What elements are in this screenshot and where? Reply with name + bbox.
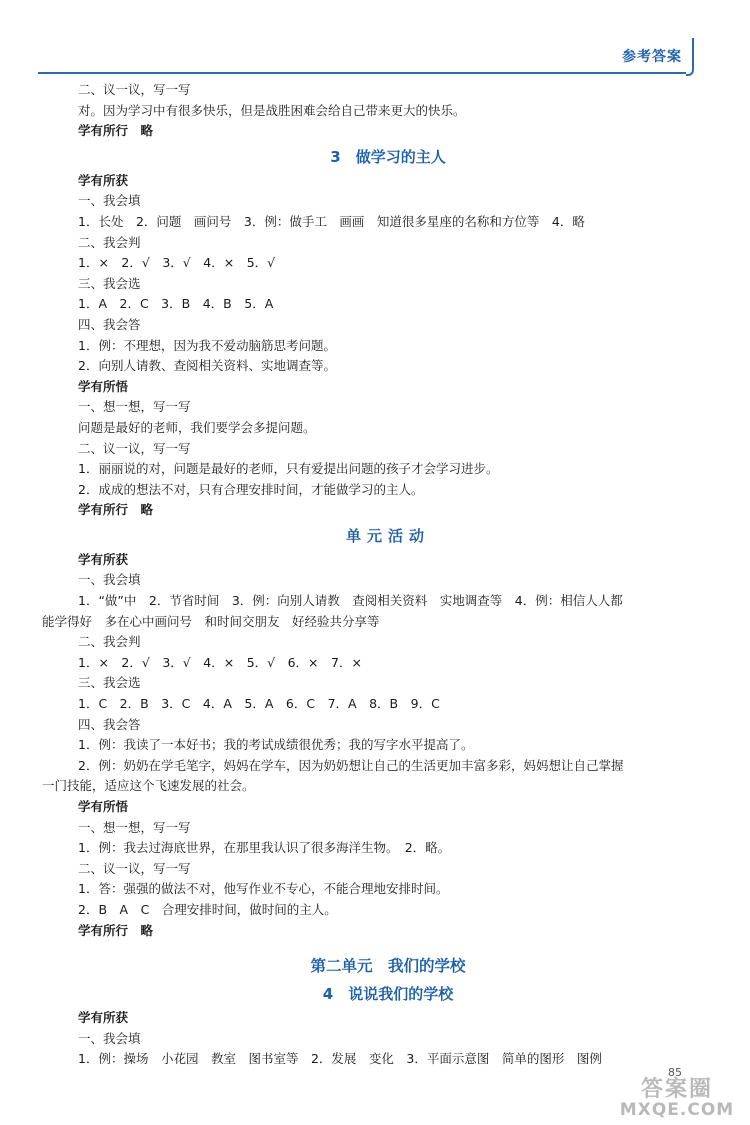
answer-line: 2．B A C 合理安排时间，做时间的主人。	[78, 901, 337, 917]
answer-line: 一、想一想，写一写	[78, 399, 191, 415]
answer-content	[42, 80, 698, 1070]
answer-line: 1．× 2．√ 3．√ 4．× 5．√ 6．× 7．×	[78, 654, 362, 670]
answer-line: 一、想一想，写一写	[78, 819, 191, 835]
answer-line: 1．“做”中 2．节省时间 3．例：向别人请教 查阅相关资料 实地调查等 4．例：相信人人都	[78, 593, 623, 609]
subsection-heading: 学有所行 略	[78, 502, 154, 518]
answer-line: 三、我会选	[78, 275, 141, 291]
subsection-heading: 学有所悟	[78, 799, 129, 814]
answer-line: 一、我会填	[78, 193, 141, 209]
answer-line: 1．例：不理想，因为我不爱动脑筋思考问题。	[78, 337, 336, 353]
answer-line: 二、议一议，写一写	[78, 82, 191, 97]
page-number: 85	[668, 1066, 682, 1079]
answer-line: 四、我会答	[78, 716, 141, 732]
answer-line: 二、议一议，写一写	[78, 860, 191, 876]
answer-line: 1．× 2．√ 3．√ 4．× 5．√	[78, 255, 276, 271]
section-title: 4 说说我们的学校	[322, 985, 454, 1004]
answer-line: 1．例：我读了一本好书；我的考试成绩很优秀；我的写字水平提高了。	[78, 737, 474, 753]
subsection-heading: 学有所行 略	[78, 922, 154, 938]
subsection-heading: 学有所获	[78, 172, 129, 188]
watermark-logo	[612, 1077, 742, 1122]
answer-line: 2．向别人请教、查阅相关资料、实地调查等。	[78, 358, 336, 374]
header-title: 参考答案	[622, 49, 682, 65]
header-rule	[38, 72, 686, 74]
answer-line: 2．成成的想法不对，只有合理安排时间，才能做学习的主人。	[78, 481, 424, 497]
subsection-heading: 学有所获	[78, 551, 129, 567]
answer-line: 三、我会选	[78, 675, 141, 691]
answer-line: 能学得好 多在心中画问号 和时间交朋友 好经验共分享等	[42, 613, 380, 629]
answer-line: 一门技能，适应这个飞速发展的社会。	[42, 778, 255, 794]
section-title: 3 做学习的主人	[330, 147, 446, 166]
answer-line: 1．丽丽说的对，问题是最好的老师，只有爱提出问题的孩子才会学习进步。	[78, 461, 499, 477]
answer-line: 问题是最好的老师，我们要学会多提问题。	[78, 419, 316, 435]
answer-line: 二、我会判	[78, 634, 141, 650]
subsection-heading: 学有所行 略	[78, 123, 154, 139]
answer-line: 对。因为学习中有很多快乐，但是战胜困难会给自己带来更大的快乐。	[78, 102, 466, 118]
page-header	[38, 49, 694, 74]
answer-line: 2．例：奶奶在学毛笔字，妈妈在学车，因为奶奶想让自己的生活更加丰富多彩，妈妈想让自己掌握	[78, 757, 624, 773]
answer-line: 二、我会判	[78, 234, 141, 250]
answer-line: 1．A 2．C 3．B 4．B 5．A	[78, 296, 274, 312]
answer-line: 四、我会答	[78, 316, 141, 332]
answer-line: 二、议一议，写一写	[78, 440, 191, 456]
answer-line: 1．C 2．B 3．C 4．A 5．A 6．C 7．A 8．B 9．C	[78, 696, 440, 712]
answer-line: 1．例：我去过海底世界，在那里我认识了很多海洋生物。 2．略。	[78, 840, 451, 856]
answer-line: 一、我会填	[78, 572, 141, 588]
section-title: 单元活动	[345, 526, 430, 545]
answer-line: 一、我会填	[78, 1030, 141, 1046]
watermark-text: 答案圈	[640, 1077, 713, 1102]
subsection-heading: 学有所悟	[78, 378, 129, 394]
section-title: 第二单元 我们的学校	[310, 957, 466, 976]
answer-line: 1．答：强强的做法不对，他写作业不专心，不能合理地安排时间。	[78, 881, 449, 897]
answer-line: 1．长处 2．问题 画问号 3．例：做手工 画画 知道很多星座的名称和方位等 4．略	[78, 213, 585, 229]
answer-line: 1．例：操场 小花园 教室 图书室等 2．发展 变化 3．平面示意图 简单的图形 图例	[78, 1051, 602, 1067]
header-corner-ornament	[686, 38, 694, 76]
watermark-url: MXQE.COM	[619, 1100, 735, 1120]
subsection-heading: 学有所获	[78, 1010, 129, 1026]
